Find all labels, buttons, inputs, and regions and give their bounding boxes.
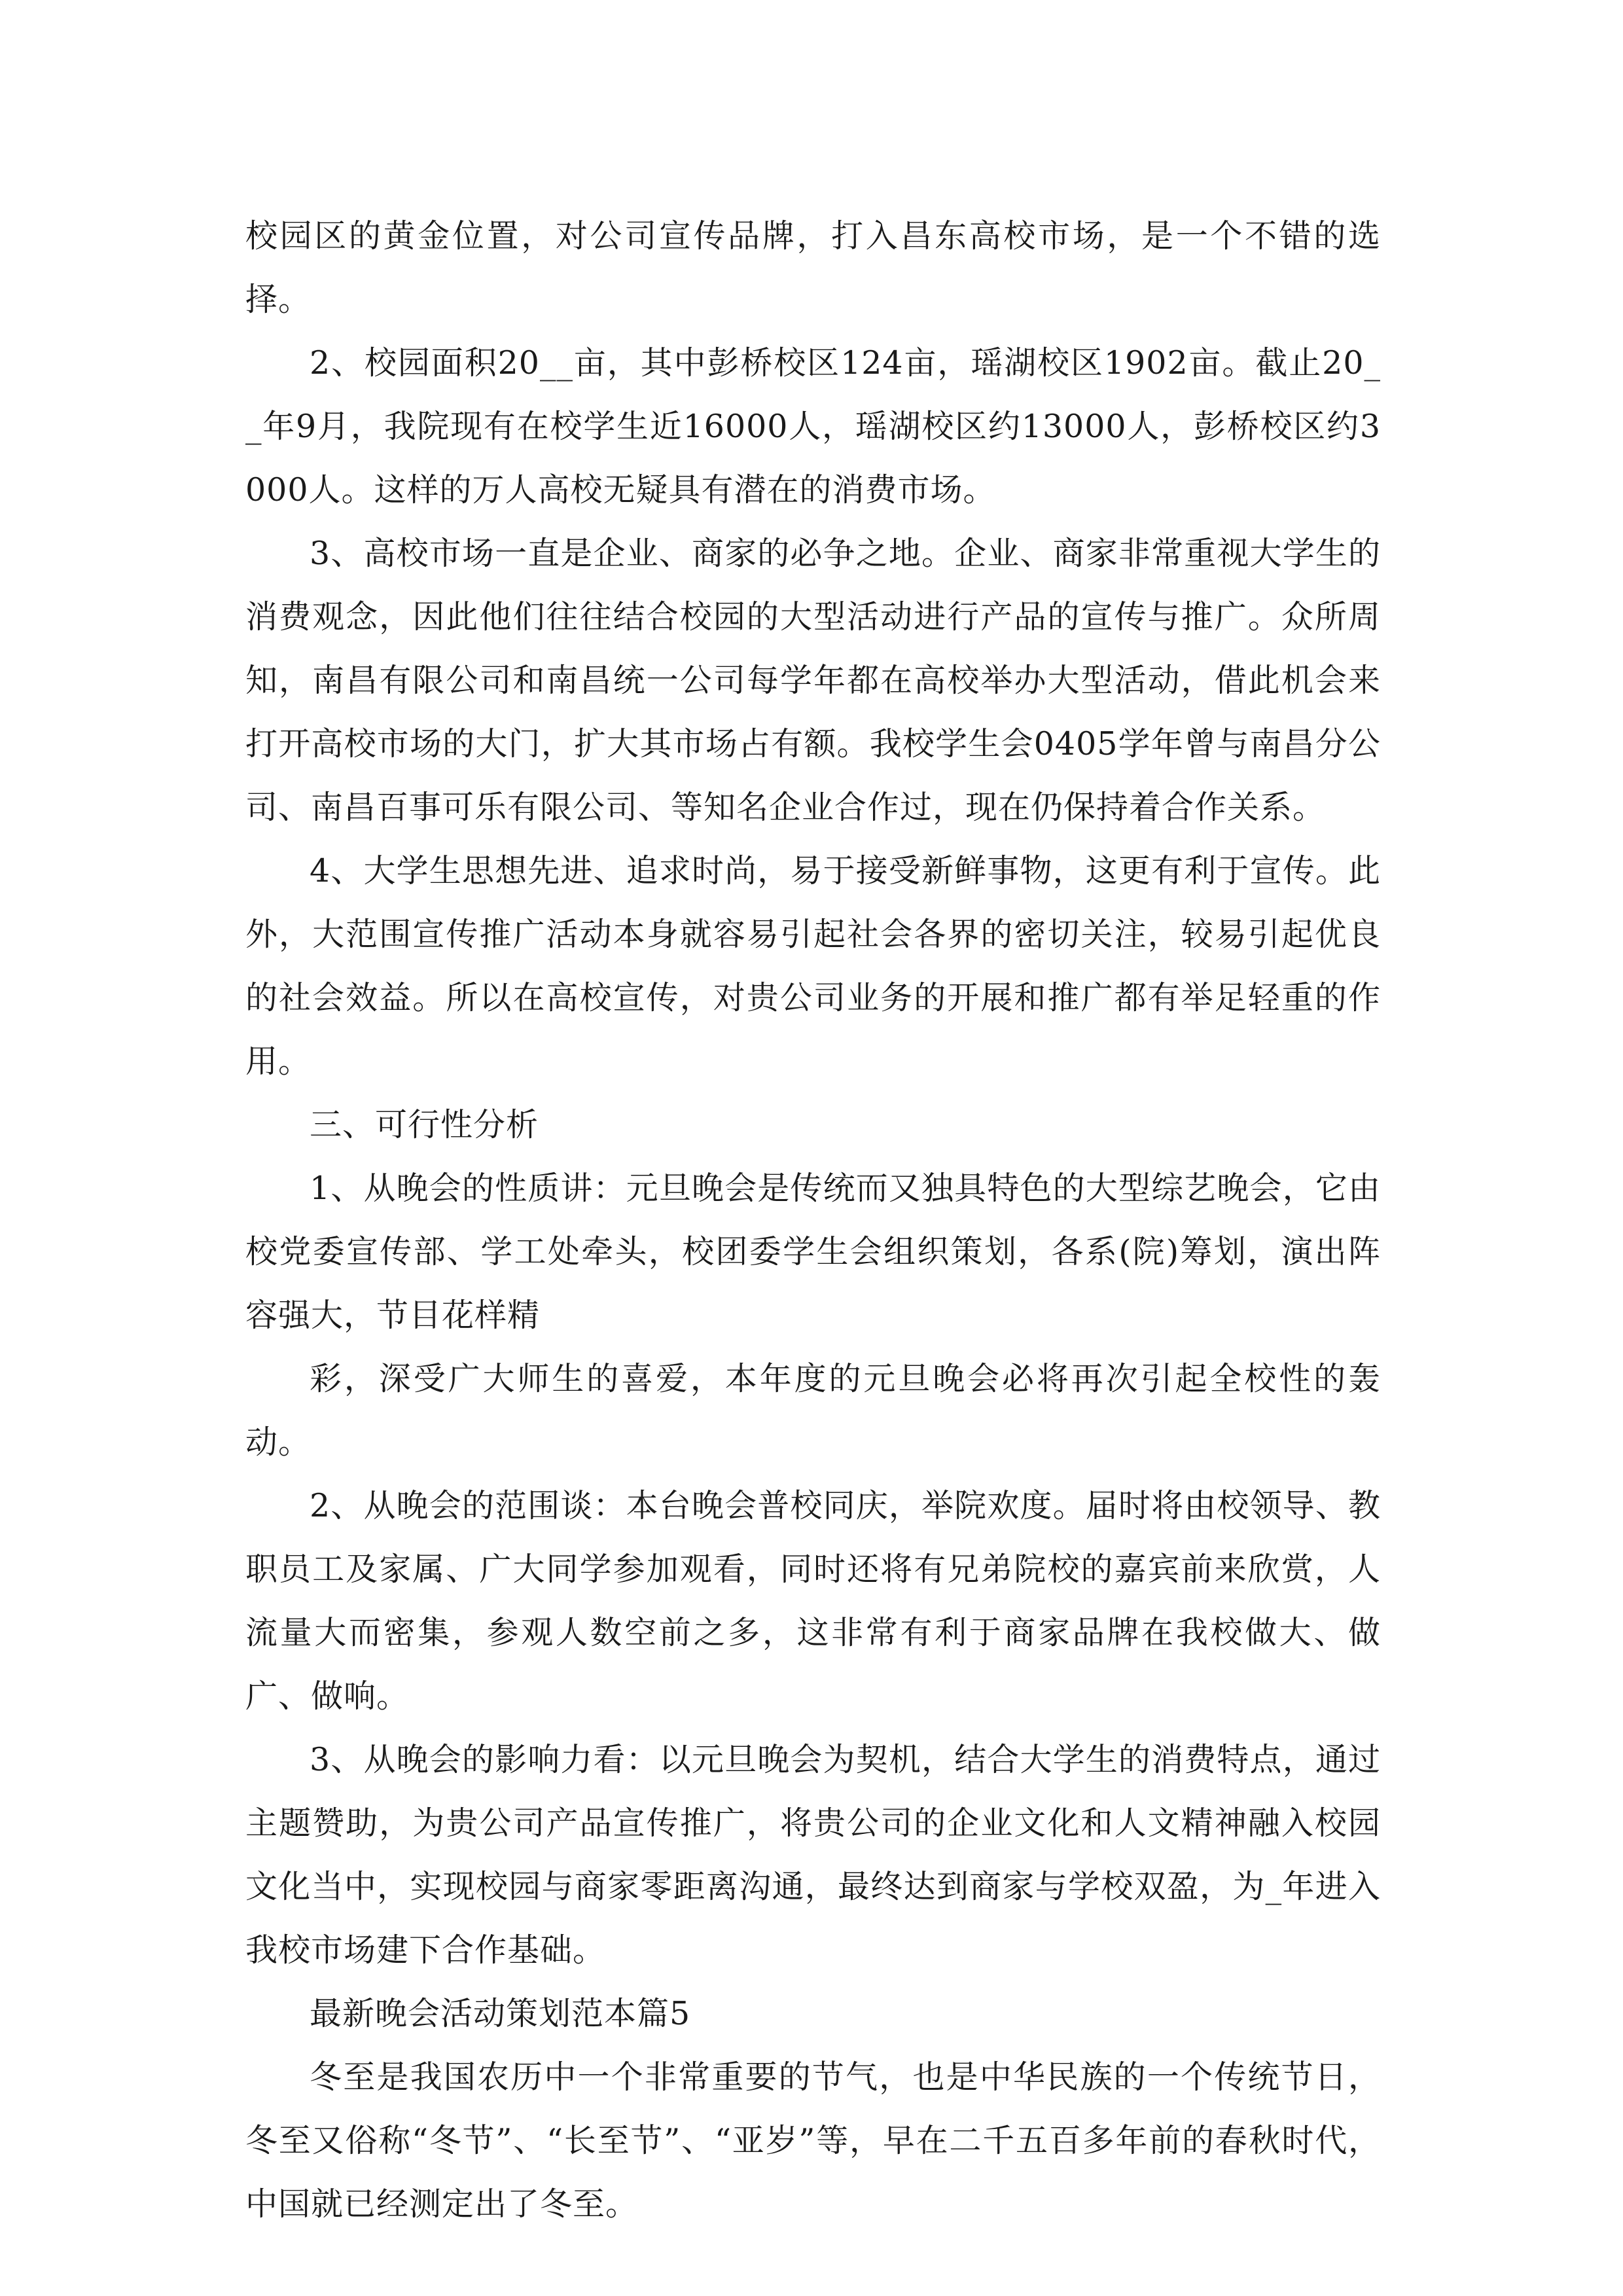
paragraph-text: 彩，深受广大师生的喜爱，本年度的元旦晚会必将再次引起全校性的轰动。 xyxy=(245,1360,1381,1461)
paragraph-text: 3、从晚会的影响力看：以元旦晚会为契机，结合大学生的消费特点，通过主题赞助，为贵公司产品宣传推广，将贵公司的企业文化和人文精神融入校园文化当中，实现校园与商家零距离沟通，最终达到商家与学校双盈，为_年进入我校市场建下合作基础。 xyxy=(245,1741,1381,1969)
section-heading: 最新晚会活动策划范本篇5 xyxy=(310,1995,691,2032)
paragraph-text: 2、校园面积20__亩，其中彭桥校区124亩，瑶湖校区1902亩。截止20__年9月，我院现有在校学生近16000人，瑶湖校区约13000人，彭桥校区约3000人。这样的万人高校无疑具有潜在的消费市场。 xyxy=(245,344,1381,509)
paragraph-text: 冬至是我国农历中一个非常重要的节气，也是中华民族的一个传统节日，冬至又俗称“冬节”、“长至节”、“亚岁”等，早在二千五百多年前的春秋时代，中国就已经测定出了冬至。 xyxy=(245,2058,1381,2223)
paragraph-text: 3、高校市场一直是企业、商家的必争之地。企业、商家非常重视大学生的消费观念，因此他们往往结合校园的大型活动进行产品的宣传与推广。众所周知，南昌有限公司和南昌统一公司每学年都在高校举办大型活动，借此机会来打开高校市场的大门，扩大其市场占有额。我校学生会0405学年曾与南昌分公司、南昌百事可乐有限公司、等知名企业合作过，现在仍保持着合作关系。 xyxy=(245,535,1381,826)
section-heading: 三、可行性分析 xyxy=(310,1106,539,1143)
paragraph-text: 校园区的黄金位置，对公司宣传品牌，打入昌东高校市场，是一个不错的选择。 xyxy=(245,217,1381,318)
paragraph-text: 2、从晚会的范围谈：本台晚会普校同庆，举院欢度。届时将由校领导、教职员工及家属、广大同学参加观看，同时还将有兄弟院校的嘉宾前来欣赏，人流量大而密集，参观人数空前之多，这非常有利于商家品牌在我校做大、做广、做响。 xyxy=(245,1487,1381,1715)
paragraph-text: 1、从晚会的性质讲：元旦晚会是传统而又独具特色的大型综艺晚会，它由校党委宣传部、学工处牵头，校团委学生会组织策划，各系(院)筹划，演出阵容强大，节目花样精 xyxy=(245,1170,1381,1334)
document-body xyxy=(245,204,1381,2236)
paragraph-text: 4、大学生思想先进、追求时尚，易于接受新鲜事物，这更有利于宣传。此外，大范围宣传推广活动本身就容易引起社会各界的密切关注，较易引起优良的社会效益。所以在高校宣传，对贵公司业务的开展和推广都有举足轻重的作用。 xyxy=(245,852,1381,1080)
